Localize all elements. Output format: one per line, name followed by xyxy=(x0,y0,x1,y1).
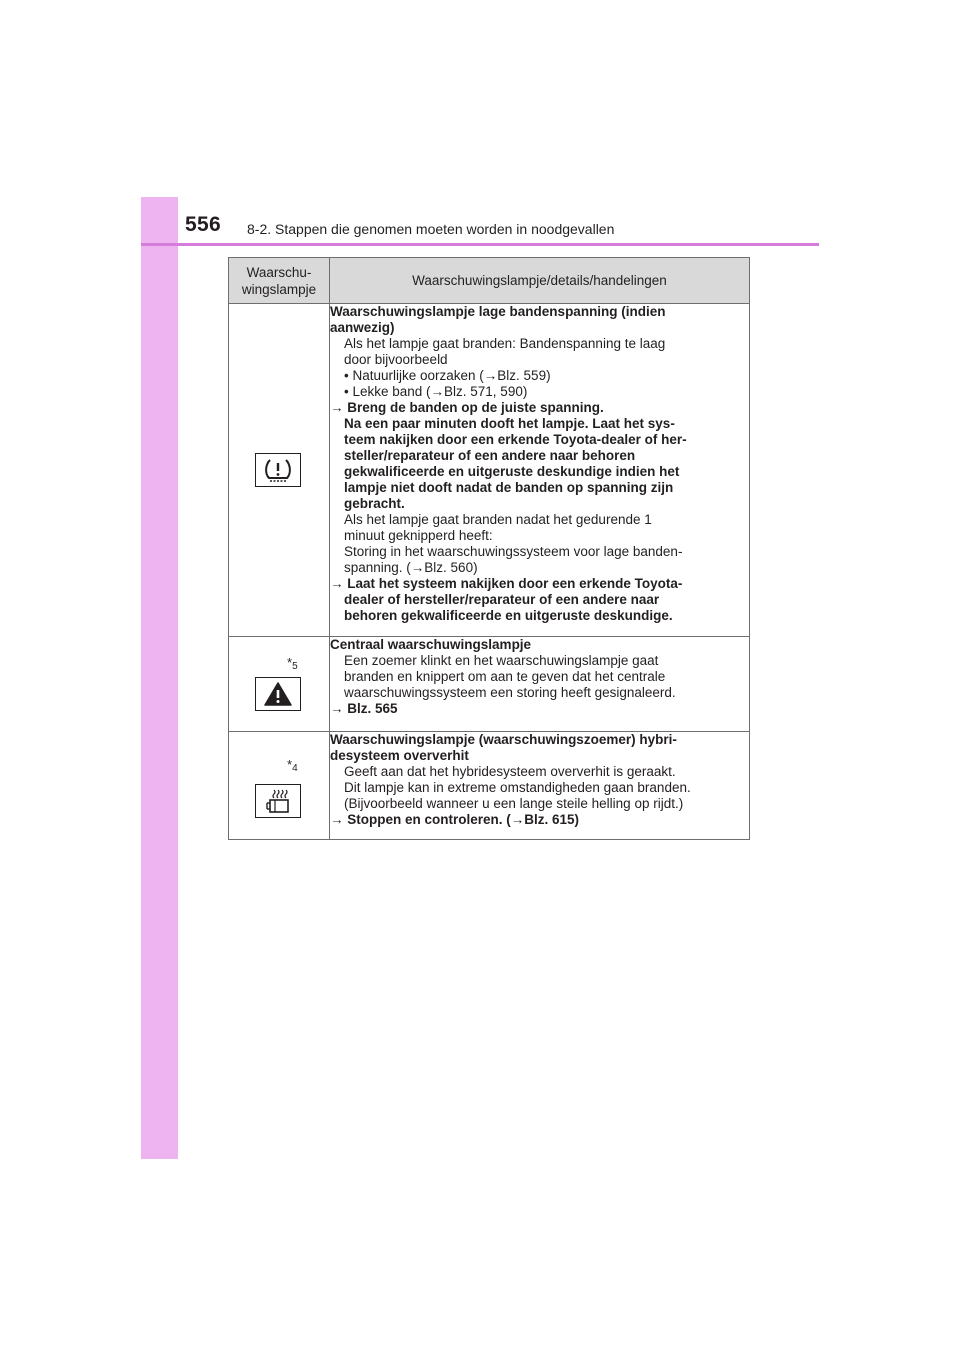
arrow-icon: → xyxy=(330,812,344,827)
tpms-text: Storing in het waarschuwingssysteem voor lage banden- xyxy=(344,544,683,559)
tpms-ref-line xyxy=(330,560,749,576)
page-ref: Blz. 560) xyxy=(424,560,478,575)
hybrid-overheat-title-line1: Waarschuwingslampje (waarschuwingszoemer) hybri- xyxy=(330,732,677,747)
hybrid-overheat-text: Dit lampje kan in extreme omstandigheden gaan branden. xyxy=(344,780,691,795)
header-rule xyxy=(141,243,819,246)
details-cell xyxy=(330,637,750,732)
page-ref: Blz. 565 xyxy=(347,701,398,716)
master-warning-text: branden en knippert om aan te geven dat het centrale xyxy=(344,669,666,684)
arrow-icon: → xyxy=(330,400,344,415)
page-ref: Blz. 615) xyxy=(524,812,580,827)
section-title: 8-2. Stappen die genomen moeten worden in noodgevallen xyxy=(247,221,615,237)
master-warning-triangle-icon xyxy=(255,677,301,711)
tpms-action-text: Na een paar minuten dooft het lampje. Laat het sys- xyxy=(344,416,675,431)
tire-pressure-warning-icon xyxy=(255,453,301,487)
master-warning-ref xyxy=(330,701,749,717)
footnote-number: 4 xyxy=(292,763,298,774)
tpms-action-line xyxy=(330,400,749,416)
col-header-lamp xyxy=(229,258,330,304)
star: * xyxy=(287,757,293,772)
hybrid-overheat-title-line2: desysteem oververhit xyxy=(330,748,469,763)
page-ref: Blz. 559) xyxy=(497,368,551,383)
tpms-action-text: lampje niet dooft nadat de banden op spanning zijn xyxy=(344,480,674,495)
col-header-lamp-line1: Waarschu- xyxy=(246,264,312,280)
arrow-icon: → xyxy=(430,384,445,399)
section-sidebar-tab xyxy=(141,197,178,1159)
footnote-marker xyxy=(287,655,298,672)
col-header-details: Waarschuwingslampje/details/handelingen xyxy=(330,258,750,304)
tpms-action-text: teem nakijken door een erkende Toyota-dealer of her- xyxy=(344,432,687,447)
arrow-icon: → xyxy=(330,701,344,716)
icon-cell xyxy=(229,732,330,840)
details-cell xyxy=(330,304,750,637)
bullet-text: • Natuurlijke oorzaken ( xyxy=(344,368,484,383)
tpms-text: Als het lampje gaat branden nadat het gedurende 1 xyxy=(344,512,652,527)
star: * xyxy=(287,655,293,670)
master-warning-text: Een zoemer klinkt en het waarschuwingslampje gaat xyxy=(344,653,659,668)
tpms-action2-text: behoren gekwalificeerde en uitgeruste deskundige. xyxy=(344,608,673,623)
icon-cell xyxy=(229,304,330,637)
tpms-title-line2: aanwezig) xyxy=(330,320,395,335)
table-row xyxy=(229,637,750,732)
tpms-text: door bijvoorbeeld xyxy=(344,352,448,367)
tpms-bullet-flat xyxy=(330,384,749,400)
tpms-text: minuut geknipperd heeft: xyxy=(344,528,493,543)
tpms-title-line1: Waarschuwingslampje lage bandenspanning (indien xyxy=(330,304,666,319)
bullet-text: • Lekke band ( xyxy=(344,384,431,399)
warning-lights-table xyxy=(228,257,750,840)
arrow-icon: → xyxy=(510,812,525,827)
master-warning-title: Centraal waarschuwingslampje xyxy=(330,637,532,652)
table-row xyxy=(229,732,750,840)
footnote-marker xyxy=(287,757,298,774)
tpms-action-text: gebracht. xyxy=(344,496,405,511)
tpms-action2-text: dealer of hersteller/reparateur of een andere naar xyxy=(344,592,660,607)
tpms-text: Als het lampje gaat branden: Bandenspanning te laag xyxy=(344,336,666,351)
table-header-row xyxy=(229,258,750,304)
tpms-action2-line xyxy=(330,576,749,592)
action-text: Breng de banden op de juiste spanning. xyxy=(347,400,604,415)
hybrid-overheat-text: Geeft aan dat het hybridesysteem oververhit is geraakt. xyxy=(344,764,676,779)
table-row xyxy=(229,304,750,637)
page-ref: Blz. 571, 590) xyxy=(444,384,528,399)
tpms-action-text: gekwalificeerde en uitgeruste deskundige indien het xyxy=(344,464,680,479)
action-text: Laat het systeem nakijken door een erkende Toyota- xyxy=(347,576,683,591)
tpms-bullet-natural xyxy=(330,368,749,384)
hybrid-overheat-text: (Bijvoorbeeld wanneer u een lange steile helling op rijdt.) xyxy=(344,796,684,811)
text: spanning. ( xyxy=(344,560,411,575)
master-warning-text: waarschuwingssysteem een storing heeft gesignaleerd. xyxy=(344,685,676,700)
tpms-action-text: steller/reparateur of een andere naar behoren xyxy=(344,448,636,463)
arrow-icon: → xyxy=(410,560,425,575)
details-cell xyxy=(330,732,750,840)
hybrid-overheat-action xyxy=(330,812,749,828)
col-header-lamp-line2: wingslampje xyxy=(241,281,317,297)
arrow-icon: → xyxy=(330,576,344,591)
arrow-icon: → xyxy=(483,368,498,383)
action-text: Stoppen en controleren. ( xyxy=(347,812,511,827)
hybrid-system-overheat-icon xyxy=(255,784,301,818)
footnote-number: 5 xyxy=(292,661,298,672)
icon-cell xyxy=(229,637,330,732)
page-number: 556 xyxy=(185,213,221,236)
